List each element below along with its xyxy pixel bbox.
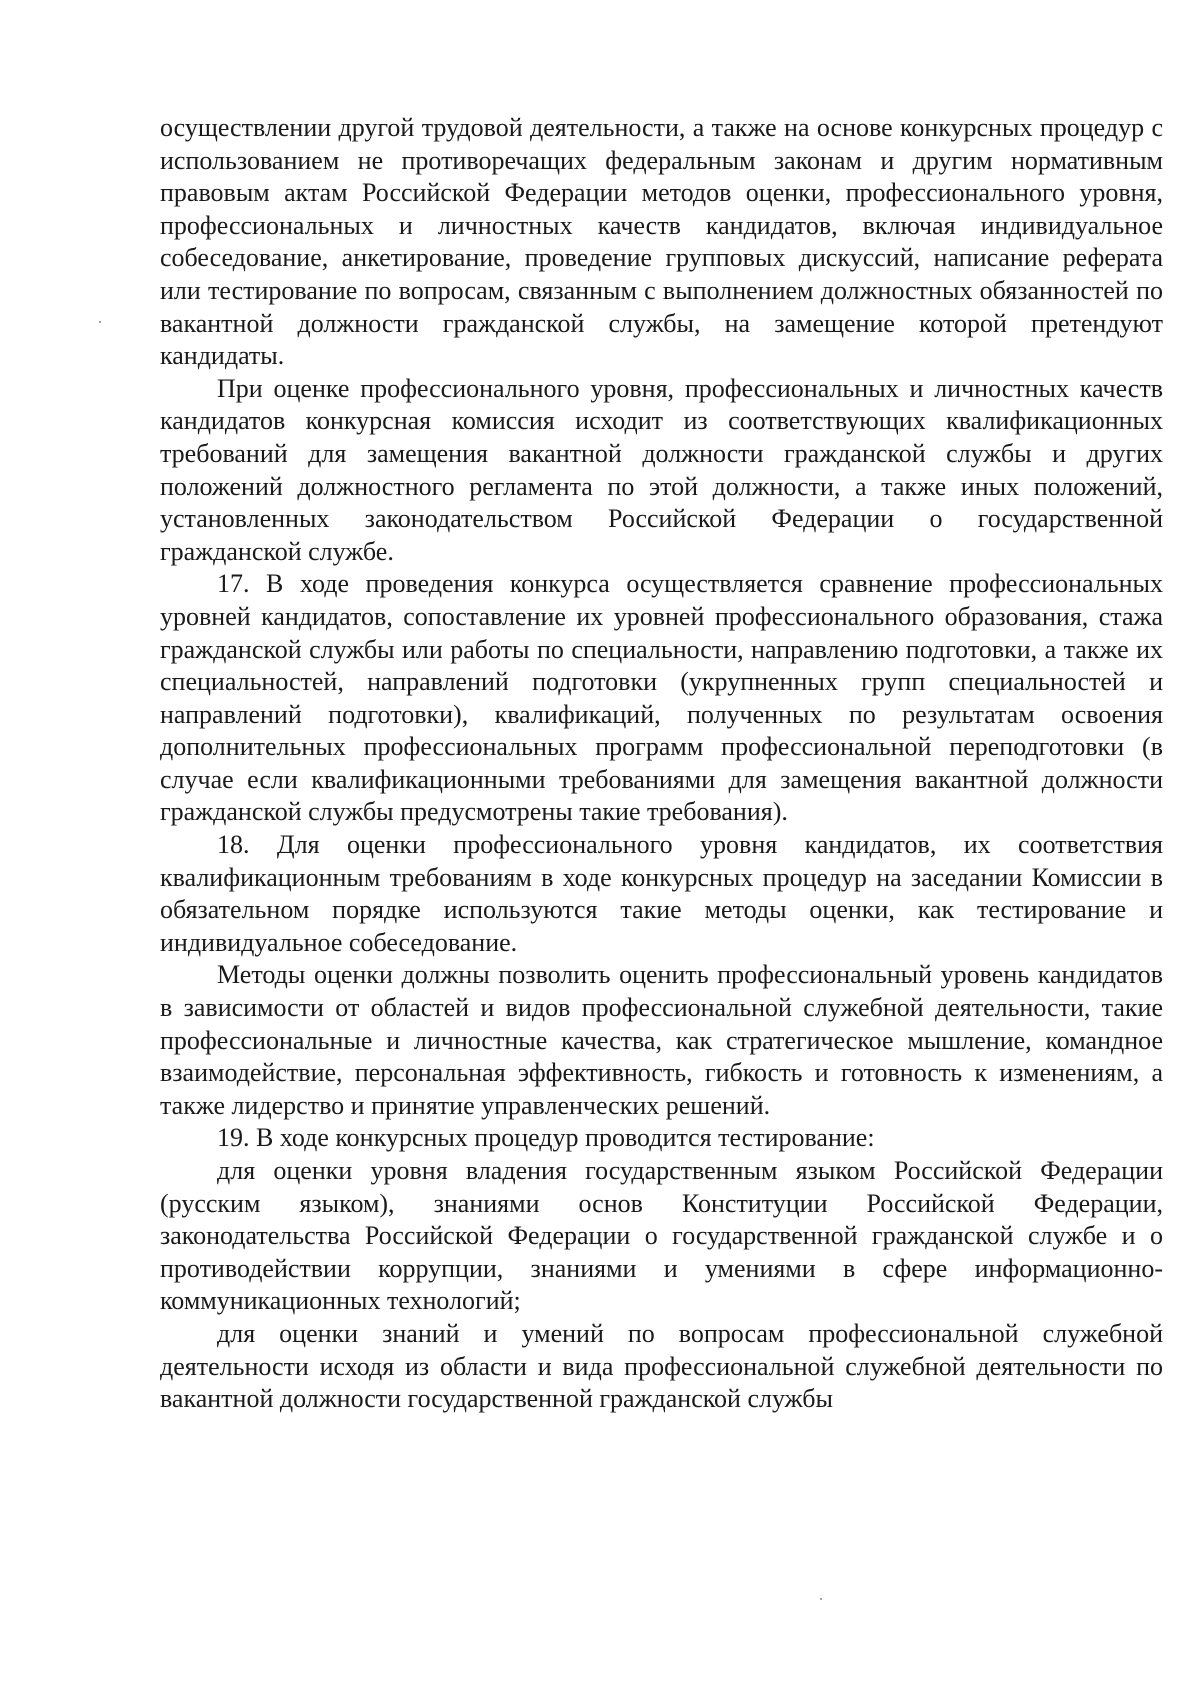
- scan-speck: [99, 321, 101, 323]
- paragraph-assessment-criteria: При оценке профессионального уровня, профессиональных и личностных качеств кандидатов конкурсная комиссия исходит из соответствующих квалификационных требований для замещения вакантной должности гражданской службы и других положений должностного регламента по этой должности, а также иных положений, установленных законодательством Российской Федерации о государственной гражданской службе.: [160, 373, 1163, 566]
- scan-speck: [820, 1598, 822, 1600]
- paragraph-assessment-methods: Методы оценки должны позволить оценить профессиональный уровень кандидатов в зависимости от областей и видов профессиональной служебной деятельности, такие профессиональные и личностные качества, как стратегическое мышление, командное взаимодействие, персональная эффективность, гибкость и готовность к изменениям, а также лидерство и принятие управленческих решений.: [160, 960, 1163, 1120]
- document-page: [160, 112, 1163, 1416]
- paragraph-testing-language-law: для оценки уровня владения государственным языком Российской Федерации (русским языком), знаниями основ Конституции Российской Федерации, законодательства Российской Федерации о государственной гражданской службе и о противодействии коррупции, знаниями и умениями в сфере информационно-коммуникационных технологий;: [160, 1156, 1163, 1316]
- paragraph-item-19: 19. В ходе конкурсных процедур проводится тестирование:: [217, 1123, 875, 1153]
- paragraph-continuation: осуществлении другой трудовой деятельности, а также на основе конкурсных процедур с использованием не противоречащих федеральным законам и другим нормативным правовым актам Российской Федерации методов оценки, профессионального уровня, профессиональных и личностных качеств кандидатов, включая индивидуальное собеседование, анкетирование, проведение групповых дискуссий, написание реферата или тестирование по вопросам, связанным с выполнением должностных обязанностей по вакантной должности гражданской службы, на замещение которой претендуют кандидаты.: [160, 113, 1163, 371]
- paragraph-testing-professional: для оценки знаний и умений по вопросам профессиональной служебной деятельности исходя из области и вида профессиональной служебной деятельности по вакантной должности государственной гражданской службы: [160, 1318, 1163, 1414]
- paragraph-item-18: 18. Для оценки профессионального уровня кандидатов, их соответствия квалификационным требованиям в ходе конкурсных процедур на заседании Комиссии в обязательном порядке используются такие методы оценки, как тестирование и индивидуальное собеседование.: [160, 830, 1163, 957]
- paragraph-item-17: 17. В ходе проведения конкурса осуществляется сравнение профессиональных уровней кандидатов, сопоставление их уровней профессионального образования, стажа гражданской службы или работы по специальности, направлению подготовки, а также их специальностей, направлений подготовки (укрупненных групп специальностей и направлений подготовки), квалификаций, полученных по результатам освоения дополнительных профессиональных программ профессиональной переподготовки (в случае если квалификационными требованиями для замещения вакантной должности гражданской службы предусмотрены такие требования).: [160, 569, 1163, 827]
